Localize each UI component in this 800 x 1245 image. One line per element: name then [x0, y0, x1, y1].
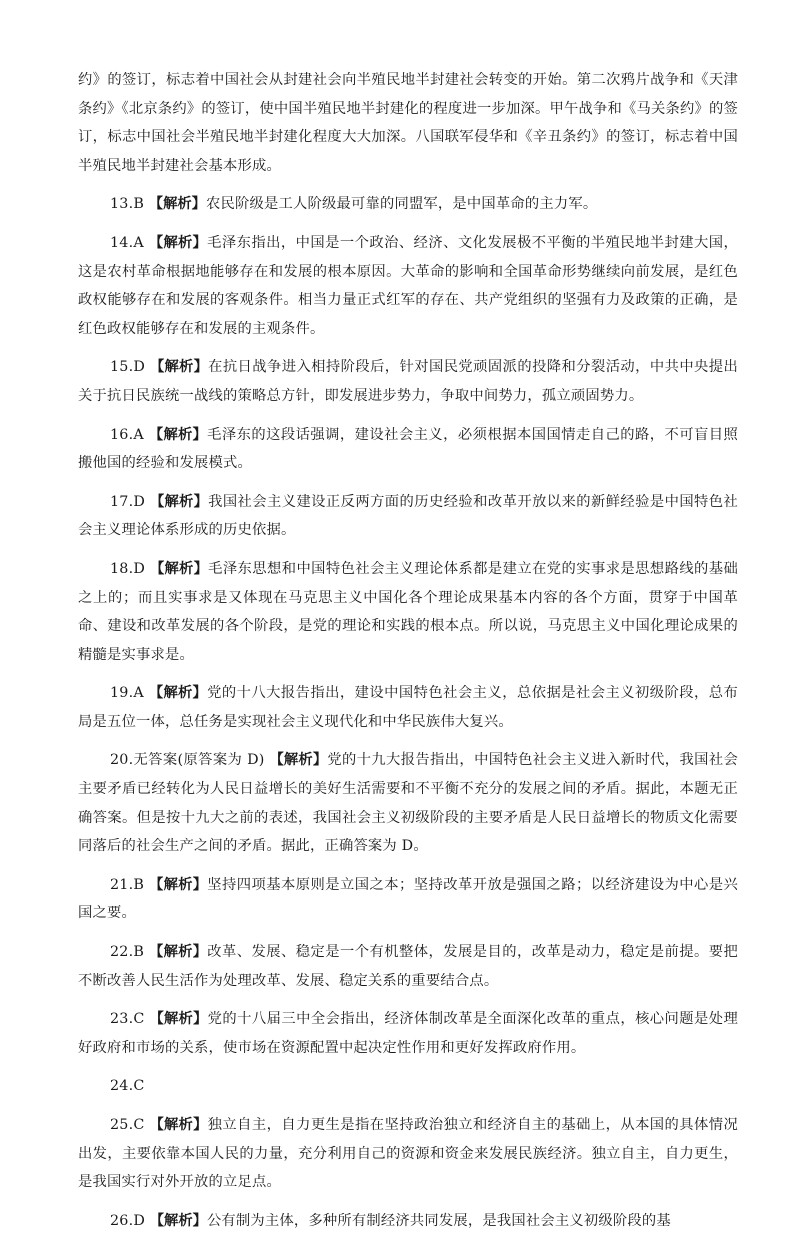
answer-number: 13.B	[110, 196, 145, 213]
analysis-tag: 【解析】	[148, 234, 208, 251]
answer-item-15	[78, 353, 738, 410]
answer-item-21	[78, 871, 738, 928]
answer-item-16	[78, 421, 738, 478]
answer-text: 毛泽东思想和中国特色社会主义理论体系都是建立在党的实事求是思想路线的基础之上的；而且实事求是又体现在马克思主义中国化各个理论成果基本内容的各个方面，贯穿于中国革命、建设和改革发展的各个阶段，是党的理论和实践的根本点。所以说，马克思主义中国化理论成果的精髓是实事求是。	[78, 560, 739, 663]
intro-paragraph: 约》的签订，标志着中国社会从封建社会向半殖民地半封建社会转变的开始。第二次鸦片战争和《天津条约》《北京条约》的签订，使中国半殖民地半封建化的程度进一步加深。甲午战争和《马关条约》的签订，标志中国社会半殖民地半封建化程度大大加深。八国联军侵华和《辛丑条约》的签订，标志着中国半殖民地半封建社会基本形成。	[78, 72, 738, 174]
answer-text: 在抗日战争进入相持阶段后，针对国民党顽固派的投降和分裂活动，中共中央提出关于抗日民族统一战线的策略总方针，即发展进步势力，争取中间势力，孤立顽固势力。	[78, 359, 739, 404]
analysis-tag: 【解析】	[149, 944, 208, 961]
answer-number: 26.D	[110, 1212, 145, 1229]
answer-text: 毛泽东指出，中国是一个政治、经济、文化发展极不平衡的半殖民地半封建大国，这是农村革命根据地能够存在和发展的根本原因。大革命的影响和全国革命形势继续向前发展，是红色政权能够存在和发展的客观条件。相当力量正式红军的存在、共产党组织的坚强有力及政策的正确，是红色政权能够存在和发展的主观条件。	[78, 234, 739, 337]
answer-number: 18.D	[110, 560, 145, 577]
analysis-tag: 【解析】	[149, 560, 209, 577]
analysis-tag: 【解析】	[149, 493, 209, 510]
answer-item-14	[78, 229, 738, 343]
answer-text: 公有制为主体，多种所有制经济共同发展，是我国社会主义初级阶段的基	[206, 1212, 671, 1229]
answer-item-18	[78, 555, 738, 669]
answer-item-20	[78, 746, 738, 860]
analysis-tag: 【解析】	[269, 752, 328, 769]
analysis-tag: 【解析】	[149, 876, 208, 893]
analysis-tag: 【解析】	[149, 1011, 208, 1028]
answer-number: 24.C	[110, 1078, 145, 1095]
answer-item-22	[78, 938, 738, 995]
answer-number: 14.A	[110, 234, 144, 251]
answer-number: 20.无答案(原答案为 D)	[110, 752, 265, 769]
answer-item-24	[78, 1072, 738, 1101]
answer-number: 15.D	[110, 359, 145, 376]
answer-text: 毛泽东的这段话强调，建设社会主义，必须根据本国国情走自己的路，不可盲目照搬他国的经验和发展模式。	[78, 426, 739, 472]
answer-text: 党的十八届三中全会指出，经济体制改革是全面深化改革的重点，核心问题是处理好政府和市场的关系，使市场在资源配置中起决定性作用和更好发挥政府作用。	[78, 1011, 739, 1056]
analysis-tag: 【解析】	[149, 1117, 208, 1133]
answer-number: 22.B	[110, 944, 145, 961]
answer-item-25	[78, 1111, 738, 1197]
answer-number: 23.C	[110, 1011, 145, 1028]
document-page	[78, 66, 738, 1245]
answer-number: 16.A	[110, 426, 144, 443]
answer-text: 独立自主，自力更生是指在坚持政治独立和经济自主的基础上，从本国的具体情况出发，主要依靠本国人民的力量，充分利用自己的资源和资金来发展民族经济。独立自主，自力更生，是我国实行对外开放的立足点。	[78, 1117, 739, 1191]
analysis-tag: 【解析】	[148, 685, 208, 702]
answer-text: 农民阶级是工人阶级最可靠的同盟军，是中国革命的主力军。	[205, 196, 598, 213]
analysis-tag: 【解析】	[149, 359, 209, 376]
answer-number: 25.C	[110, 1117, 145, 1133]
answer-number: 17.D	[110, 493, 145, 510]
answer-text: 我国社会主义建设正反两方面的历史经验和改革开放以来的新鲜经验是中国特色社会主义理论体系形成的历史依据。	[78, 493, 739, 539]
answer-text: 党的十八大报告指出，建设中国特色社会主义，总依据是社会主义初级阶段，总布局是五位一体，总任务是实现社会主义现代化和中华民族伟大复兴。	[78, 685, 739, 730]
answer-text: 坚持四项基本原则是立国之本；坚持改革开放是强国之路；以经济建设为中心是兴国之要。	[78, 876, 738, 922]
answer-item-23	[78, 1005, 738, 1062]
answer-item-19	[78, 679, 738, 736]
answer-number: 19.A	[110, 685, 144, 702]
analysis-tag: 【解析】	[148, 426, 208, 443]
analysis-tag: 【解析】	[149, 1212, 207, 1229]
answer-text: 党的十九大报告指出，中国特色社会主义进入新时代，我国社会主要矛盾已经转化为人民日益增长的美好生活需要和不平衡不充分的发展之间的矛盾。据此，本题无正确答案。但是按十九大之前的表述，我国社会主义初级阶段的主要矛盾是人民日益增长的物质文化需要同落后的社会生产之间的矛盾。据此，正确答案为 D。	[78, 752, 738, 855]
answer-item-26	[78, 1207, 738, 1236]
analysis-tag: 【解析】	[148, 196, 206, 213]
answer-item-13	[78, 190, 738, 219]
answer-text: 改革、发展、稳定是一个有机整体，发展是目的，改革是动力，稳定是前提。要把不断改善人民生活作为处理改革、发展、稳定关系的重要结合点。	[78, 944, 738, 989]
answer-item-17	[78, 488, 738, 545]
answer-number: 21.B	[110, 876, 145, 893]
